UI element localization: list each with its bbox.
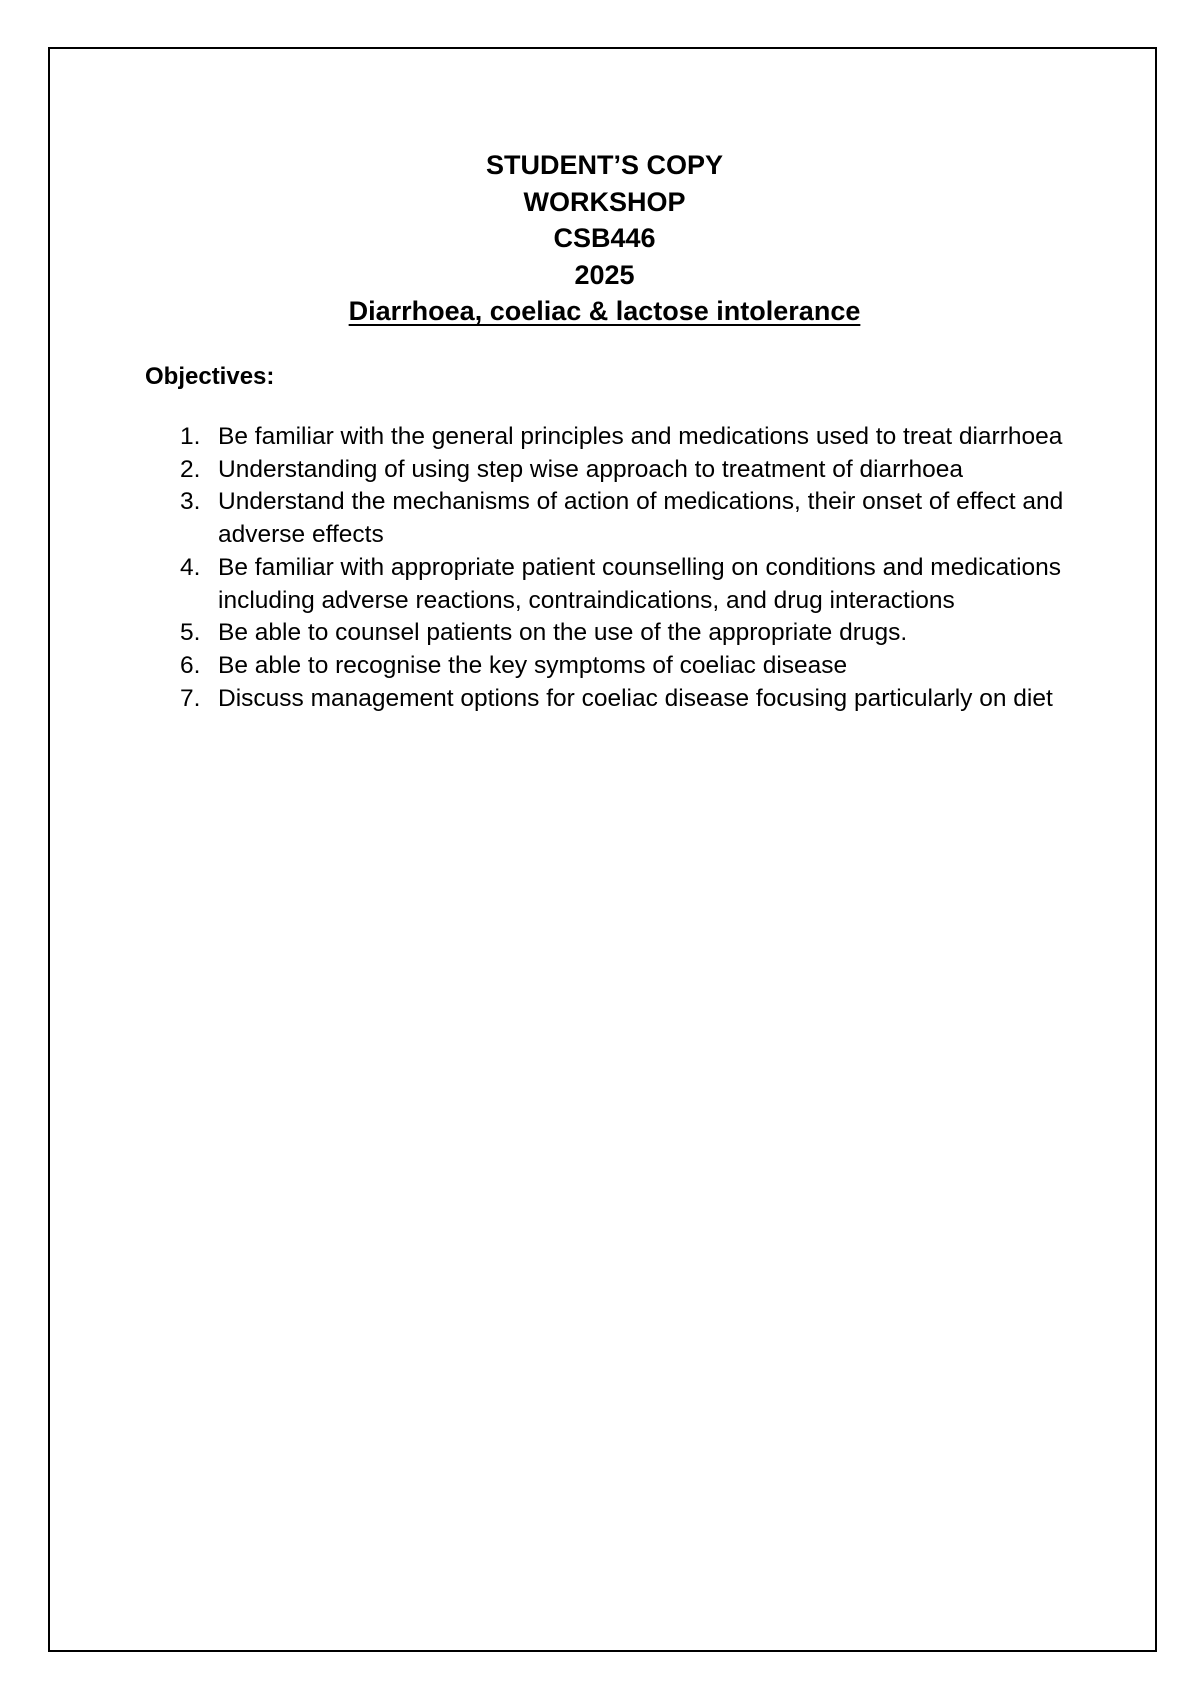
course-code: CSB446 bbox=[553, 223, 656, 253]
objective-text: Be familiar with appropriate patient counselling on conditions and medications including adverse reactions, contraindications, and drug interactions bbox=[218, 553, 1062, 614]
objective-number: 5. bbox=[180, 619, 201, 647]
document-title: Diarrhoea, coeliac & lactose intolerance bbox=[348, 296, 861, 326]
objective-number: 3. bbox=[180, 488, 201, 516]
objective-text: Be able to recognise the key symptoms of coeliac disease bbox=[218, 651, 848, 679]
document-title-wrap bbox=[0, 293, 1200, 330]
objective-item bbox=[180, 486, 1080, 551]
objective-item bbox=[180, 683, 1080, 716]
objective-text: Discuss management options for coeliac disease focusing particularly on diet bbox=[218, 684, 1053, 712]
year: 2025 bbox=[574, 259, 635, 290]
objective-number: 6. bbox=[180, 651, 201, 679]
objective-number: 2. bbox=[180, 455, 201, 483]
objective-text: Understanding of using step wise approach to treatment of diarrhoea bbox=[218, 455, 963, 483]
objective-number: 1. bbox=[180, 423, 201, 450]
objective-number: 4. bbox=[180, 553, 201, 581]
objective-item bbox=[180, 552, 1080, 617]
objective-item bbox=[180, 421, 1080, 454]
objective-text: Understand the mechanisms of action of medications, their onset of effect and adverse effects bbox=[218, 488, 1064, 549]
copy-label: STUDENT’S COPY bbox=[485, 150, 724, 180]
objectives-list bbox=[180, 421, 1080, 715]
objective-number: 7. bbox=[180, 684, 201, 712]
objective-item bbox=[180, 454, 1080, 487]
objective-item bbox=[180, 650, 1080, 683]
workshop-label: WORKSHOP bbox=[523, 186, 686, 217]
document-header bbox=[0, 147, 1200, 330]
objective-item bbox=[180, 617, 1080, 650]
objective-text: Be able to counsel patients on the use of the appropriate drugs. bbox=[218, 619, 908, 647]
objective-text: Be familiar with the general principles and medications used to treat diarrhoea bbox=[218, 423, 1063, 450]
objectives-heading: Objectives: bbox=[145, 363, 275, 390]
